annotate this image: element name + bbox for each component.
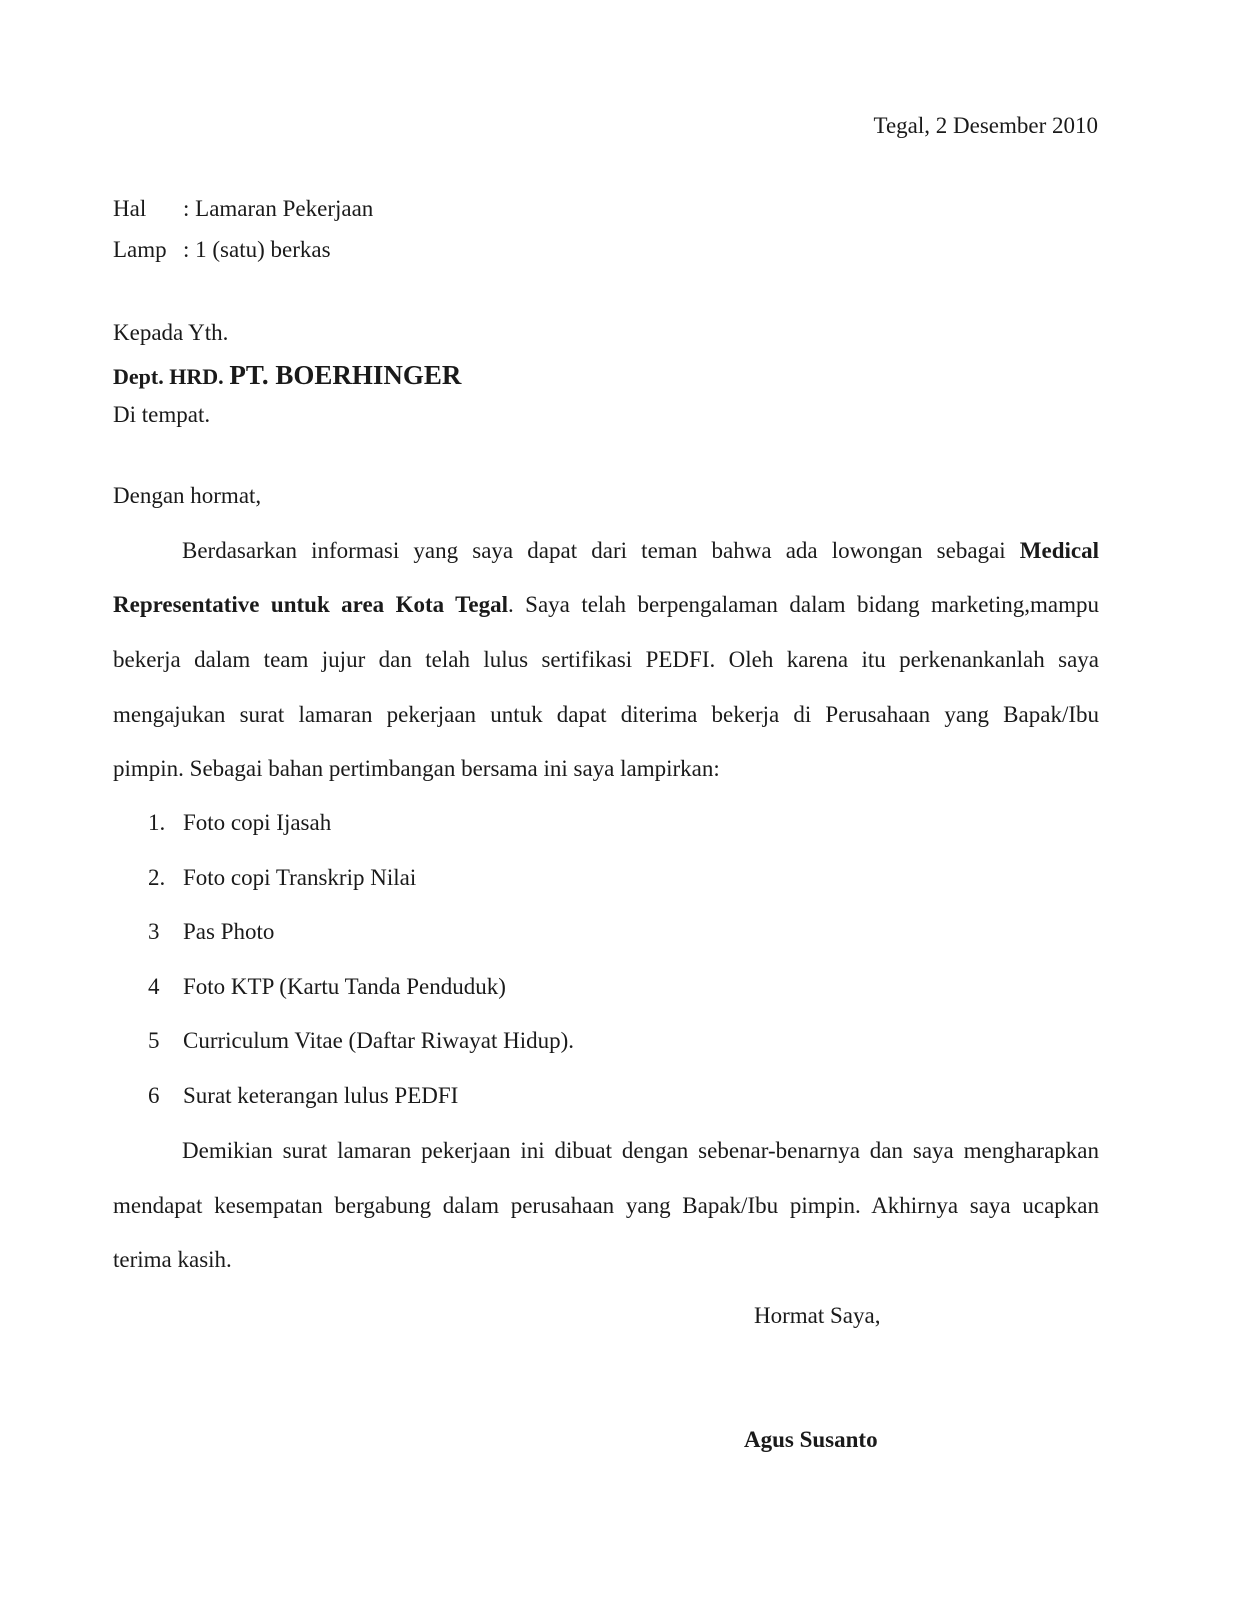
body-p1-line1 — [113, 537, 1099, 565]
list-item-text: Curriculum Vitae (Daftar Riwayat Hidup). — [183, 1028, 574, 1053]
body-p1-line1-text: Berdasarkan informasi yang saya dapat dari teman bahwa ada lowongan sebagai — [182, 538, 1020, 563]
signature-name: Agus Susanto — [744, 1427, 878, 1452]
attachment-label: Lamp — [113, 237, 167, 262]
list-item-text: Surat keterangan lulus PEDFI — [183, 1083, 459, 1108]
body-p1-line3: bekerja dalam team jujur dan telah lulus sertifikasi PEDFI. Oleh karena itu perkenankanlah saya — [113, 647, 1099, 672]
body-p1-line5: pimpin. Sebagai bahan pertimbangan bersama ini saya lampirkan: — [113, 756, 720, 781]
list-item-number: 6 — [148, 1083, 160, 1108]
recipient-greeting: Kepada Yth. — [113, 320, 229, 345]
place-date: Tegal, 2 Desember 2010 — [873, 113, 1098, 138]
body-p1-line4: mengajukan surat lamaran pekerjaan untuk dapat diterima bekerja di Perusahaan yang Bapak/Ibu — [113, 702, 1099, 727]
recipient-line — [113, 360, 461, 391]
list-item — [148, 1028, 574, 1054]
closing: Hormat Saya, — [754, 1303, 881, 1328]
attachment-value: : 1 (satu) berkas — [183, 237, 331, 262]
body-p1-line2 — [113, 591, 1099, 619]
subject-value: : Lamaran Pekerjaan — [183, 196, 374, 221]
list-item-number: 4 — [148, 974, 160, 999]
body-p1-line2-bold: Representative untuk area Kota Tegal — [113, 592, 508, 617]
recipient-dept: Dept. HRD. — [113, 364, 224, 389]
body-p2-line3: terima kasih. — [113, 1247, 232, 1272]
list-item — [148, 810, 331, 836]
attachment-row — [113, 237, 331, 263]
list-item-text: Foto copi Ijasah — [183, 810, 332, 835]
list-item-number: 3 — [148, 919, 160, 944]
list-item-number: 2. — [148, 865, 166, 890]
list-item — [148, 919, 274, 945]
subject-label: Hal — [113, 196, 147, 221]
list-item-number: 1. — [148, 810, 166, 835]
list-item-text: Pas Photo — [183, 919, 275, 944]
list-item-number: 5 — [148, 1028, 160, 1053]
list-item-text: Foto copi Transkrip Nilai — [183, 865, 417, 890]
subject-row — [113, 196, 373, 222]
body-p1-line2-text: . Saya telah berpengalaman dalam bidang marketing,mampu — [508, 592, 1099, 617]
recipient-place: Di tempat. — [113, 402, 211, 427]
recipient-company: PT. BOERHINGER — [229, 360, 462, 390]
list-item — [148, 974, 506, 1000]
body-p2-line2: mendapat kesempatan bergabung dalam perusahaan yang Bapak/Ibu pimpin. Akhirnya saya ucapkan — [113, 1193, 1099, 1218]
body-p2-line1: Demikian surat lamaran pekerjaan ini dibuat dengan sebenar-benarnya dan saya mengharapkan — [182, 1138, 1099, 1163]
list-item — [148, 1083, 458, 1109]
list-item-text: Foto KTP (Kartu Tanda Penduduk) — [183, 974, 506, 999]
body-p1-line1-bold: Medical — [1019, 538, 1099, 563]
salutation: Dengan hormat, — [113, 483, 262, 508]
list-item — [148, 865, 416, 891]
